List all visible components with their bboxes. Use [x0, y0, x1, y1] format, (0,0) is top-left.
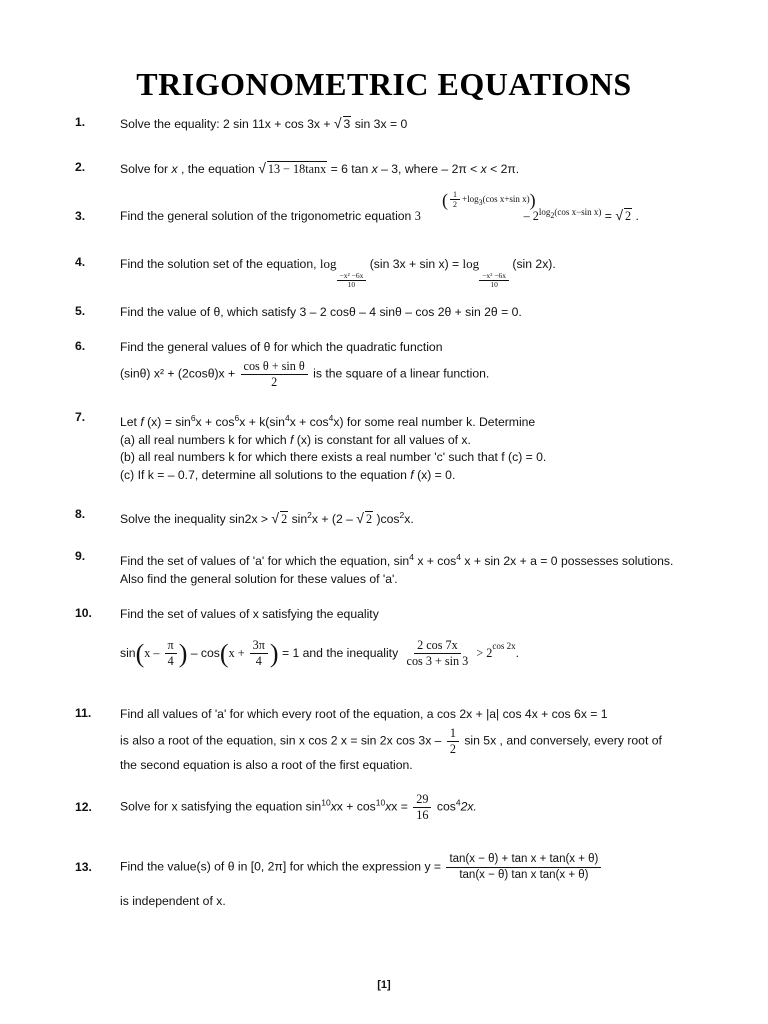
question-text: – 3, where – 2π < [377, 162, 481, 176]
question-line: (c) If k = – 0.7, determine all solutions to the equation f (x) = 0. [120, 467, 456, 482]
exponent-expression: ( $\frac{1}{2}$ +log3(cos x+sin x)) [442, 189, 536, 210]
question-number: 13. [75, 860, 92, 874]
question-text: Find the set of values of x satisfying the equality [120, 607, 379, 621]
question-number: 6. [75, 339, 86, 353]
question-number: 12. [75, 800, 92, 814]
question-text: Find the solution set of the equation, [120, 257, 320, 271]
fraction: $\frac{2 \cos 7x}{\cos 3 + \sin 3}$ [406, 637, 469, 668]
fraction: $\frac{\text{cos θ + sin θ}}{2}$ [241, 359, 308, 390]
question-line: is independent of x. [120, 894, 226, 908]
log-base: $\frac{\text{−x² −6x}}{10}$ [337, 272, 367, 289]
question-text: = 6 tan [327, 162, 372, 176]
question-text-tail: sin 3x = 0 [351, 117, 408, 131]
question-text: Solve the equality: 2 sin 11x + cos 3x + [120, 117, 334, 131]
question-line: Let f $(x) = \sin^6x + \cos^6x + k(\sin^4x + \cos^4x)$ for some real number k. Determine [120, 413, 536, 430]
question-number: 10. [75, 606, 92, 620]
page-title: TRIGONOMETRIC EQUATIONS [136, 66, 632, 102]
sqrt-symbol: √ [333, 115, 342, 131]
question-text: Find the general values of θ for which the quadratic function [120, 340, 443, 354]
question-line: the second equation is also a root of the first equation. [120, 757, 413, 772]
question-number: 9. [75, 549, 86, 563]
variable: x [171, 162, 178, 176]
question-number: 3. [75, 209, 86, 223]
sqrt-symbol: √ [258, 160, 266, 176]
question-line: Also find the general solution for these values of 'a'. [120, 571, 398, 586]
radicand: 13 − 18tanx [267, 162, 327, 176]
question-text: (sinθ) x² + (2cosθ)x + [120, 366, 239, 381]
fraction: $\frac{\pi}{4}$ [165, 638, 177, 669]
variable: x [371, 162, 378, 176]
variable: x [480, 162, 487, 176]
fraction: $\frac{29}{16}$ [413, 792, 431, 823]
log-symbol: log [319, 256, 337, 271]
log-exponent: log2(cos x−sin x) [538, 207, 602, 221]
minus-term: – 2 [523, 209, 539, 224]
question-line: Find the set of values of 'a' for which the equation, $\sin^4 x + \cos^4 x + \sin 2x + a = 0$ possesses solutions. [120, 552, 674, 569]
question-number: 5. [75, 304, 86, 318]
question-number: 1. [75, 115, 86, 129]
base: 3 [414, 209, 421, 224]
question-line: (b) all real numbers k for which there exists a real number 'c' such that f (c) = 0. [120, 450, 547, 465]
question-text: Solve for [120, 162, 172, 176]
question-text: < 2π. [486, 162, 520, 176]
question-line: (a) all real numbers k for which f (x) is constant for all values of x. [120, 432, 471, 447]
fraction: $\frac{3\pi}{4}$ [250, 638, 268, 669]
question-number: 2. [75, 160, 86, 174]
question-text: Find the value of θ, which satisfy 3 – 2 cosθ – 4 sinθ – cos 2θ + sin 2θ = 0. [120, 305, 522, 319]
log-base: $\frac{\text{−x² −6x}}{10}$ [479, 272, 509, 289]
page-number: [1] [377, 979, 391, 991]
question-text: is the square of a linear function. [309, 366, 490, 381]
question-number: 11. [75, 706, 92, 720]
question-line: Find all values of 'a' for which every root of the equation, a cos 2x + |a| cos 4x + cos 6x = 1 [120, 707, 608, 721]
radicand: 3 [343, 117, 351, 131]
question-text: , the equation [177, 162, 259, 176]
question-number: 8. [75, 507, 86, 521]
question-text: Find the general solution of the trigonometric equation [120, 209, 415, 224]
question-number: 4. [75, 255, 86, 269]
question-line: is also a root of the equation, sin x cos 2 x = sin 2x cos 3x – $\frac{1}{2}$ sin 5x , and conversely, every root of [120, 725, 662, 756]
question-number: 7. [75, 410, 86, 424]
fraction: $\frac{\text{tan(x − θ) + tan x + tan(x + θ)}}{\text{tan(x − θ) tan x tan(x + θ)}}$ [446, 852, 601, 883]
